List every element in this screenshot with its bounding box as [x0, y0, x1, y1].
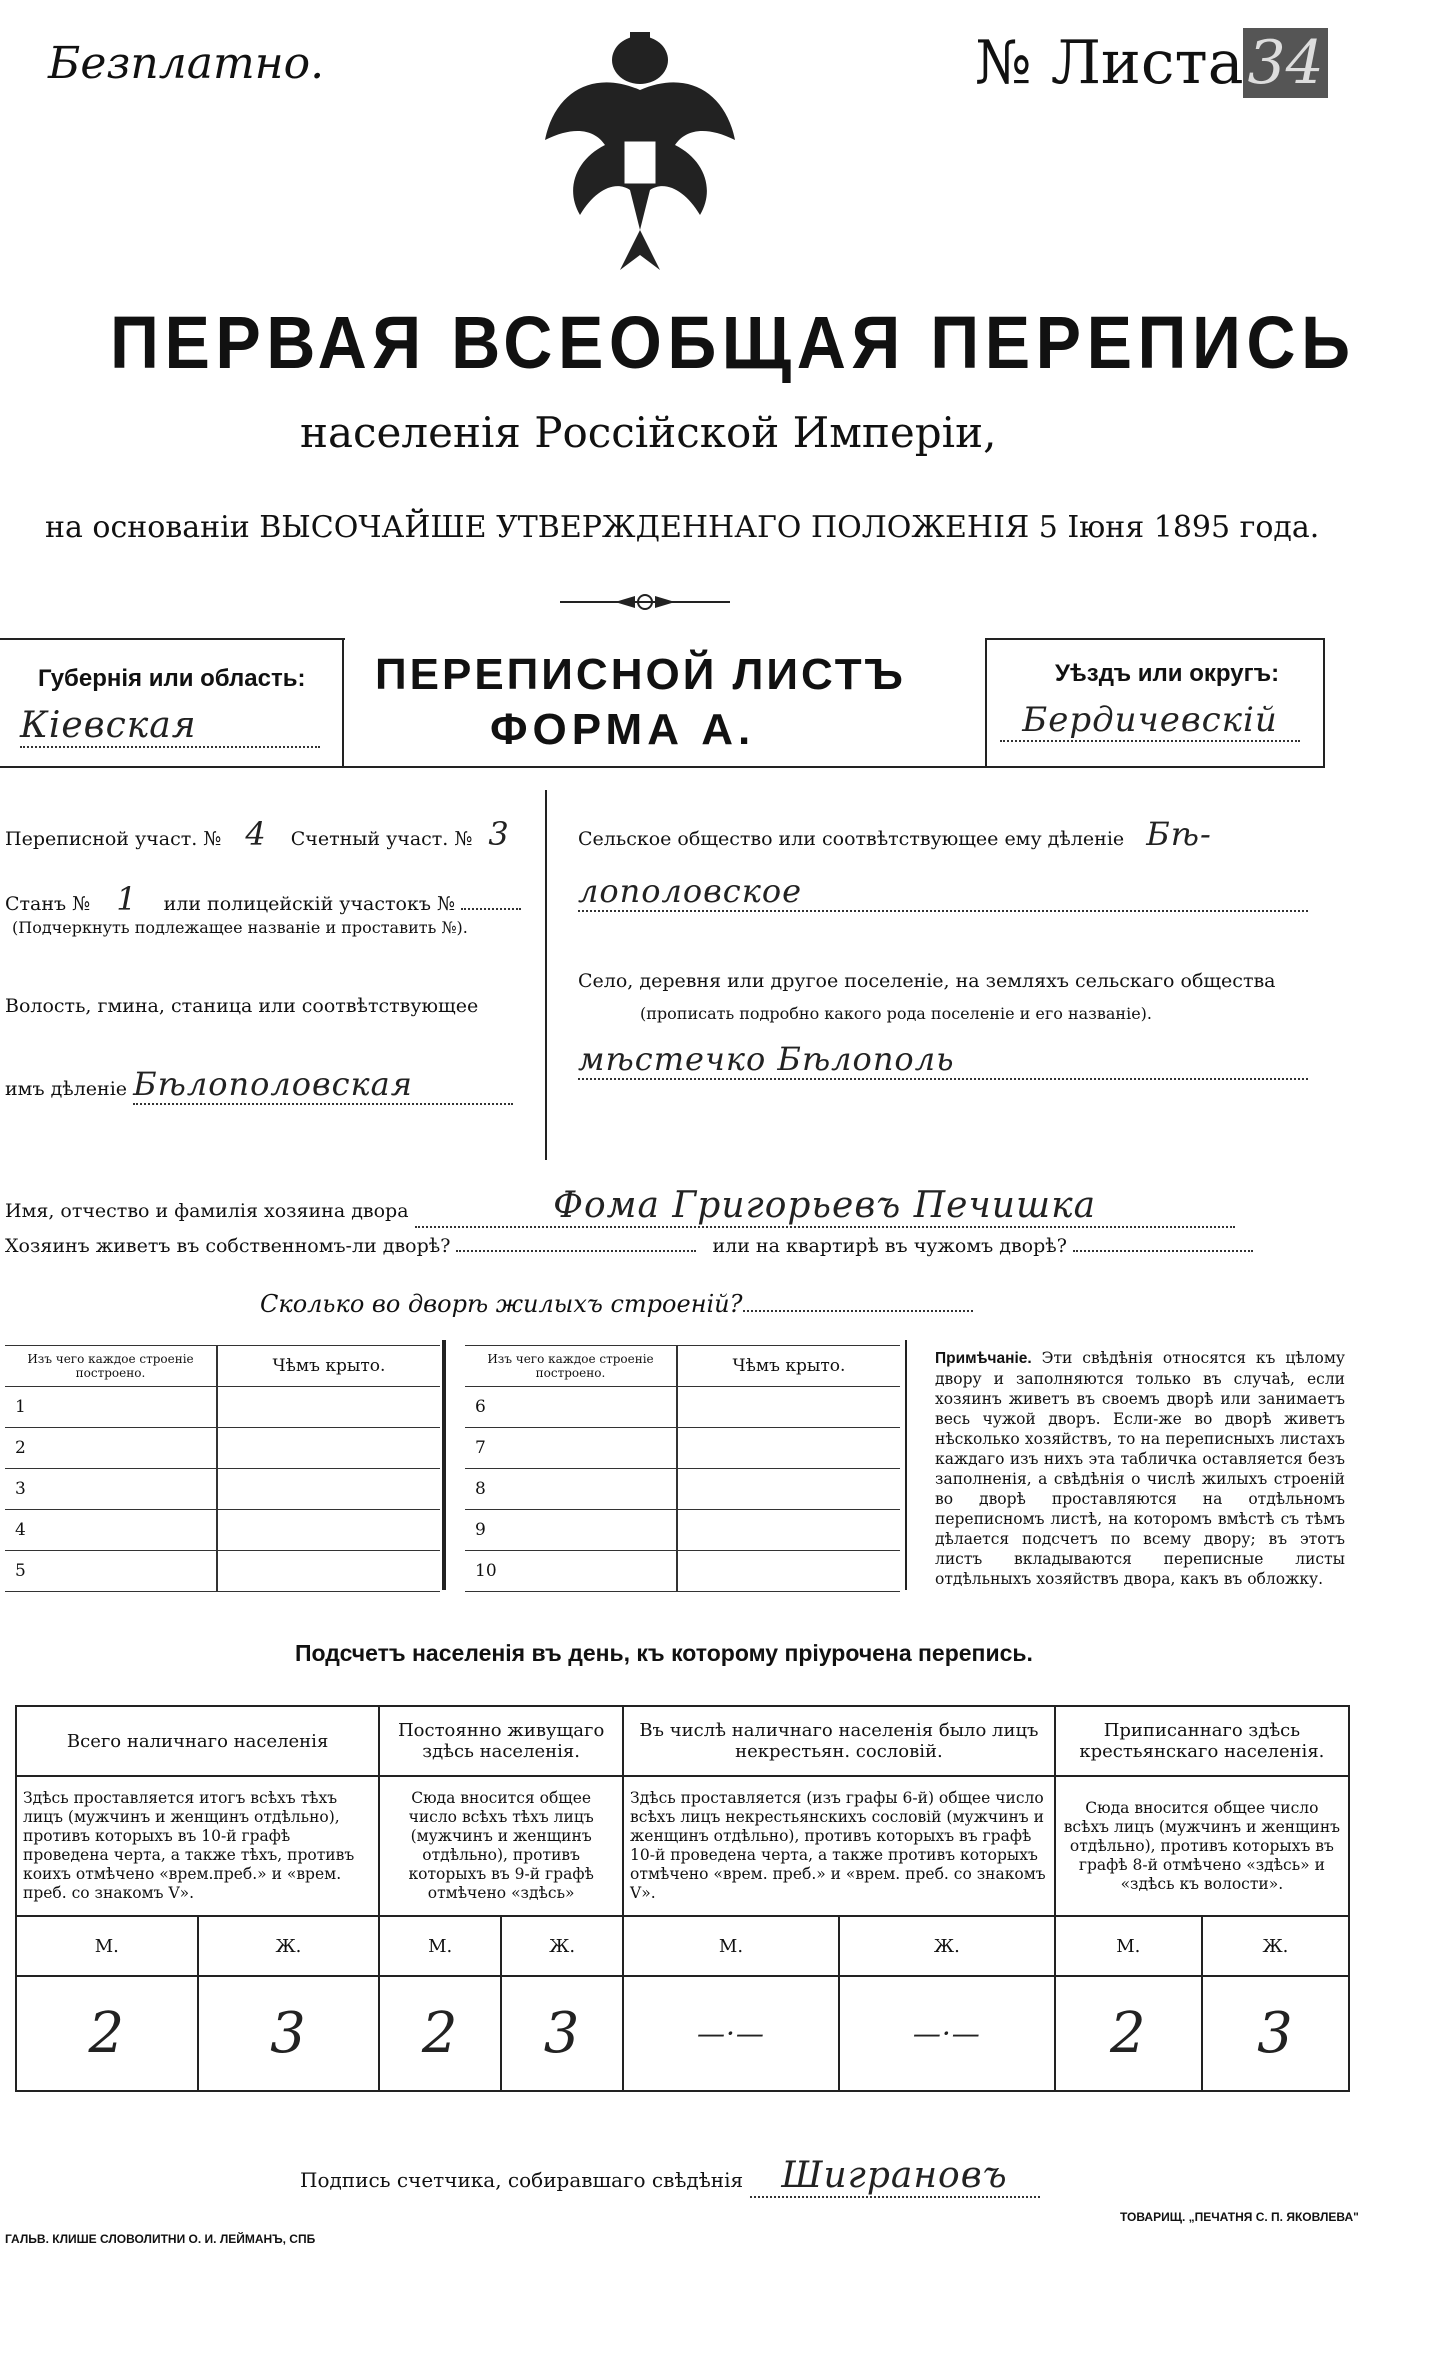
form-title: ПЕРЕПИСНОЙ ЛИСТЪ — [375, 650, 906, 699]
buildings-row-label: 9 — [465, 1510, 677, 1551]
female-count: 3 — [198, 1976, 380, 2091]
owner-name-value: Фома Григорьевъ Печишка — [415, 1185, 1235, 1228]
male-header: М. — [623, 1916, 839, 1976]
buildings-col1-header: Изъ чего каждое строеніе построено. — [5, 1346, 217, 1387]
population-col-title: Всего наличнаго населенія — [16, 1706, 379, 1776]
female-count: 3 — [1202, 1976, 1349, 2091]
buildings-question: Сколько во дворѣ жилыхъ строеній? — [260, 1290, 973, 1318]
district-label: Уѣздъ или округъ: — [1055, 660, 1280, 687]
buildings-row-label: 8 — [465, 1469, 677, 1510]
buildings-note-title: Примѣчаніе. — [935, 1350, 1032, 1367]
male-count: 2 — [1055, 1976, 1202, 2091]
owner-lives-line — [5, 1235, 1253, 1257]
population-col-title: Приписаннаго здѣсь крестьянскаго населенія. — [1055, 1706, 1349, 1776]
female-header: Ж. — [1202, 1916, 1349, 1976]
signature-value: Шиграновъ — [750, 2155, 1040, 2198]
printer-left: ГАЛЬВ. КЛИШЕ СЛОВОЛИТНИ О. И. ЛЕЙМАНЪ, СПБ — [5, 2232, 316, 2246]
buildings-note-text: Эти свѣдѣнія относятся къ цѣлому двору и заполняются только въ случаѣ, если хозяинъ живетъ въ своемъ дворѣ или занимаетъ весь чужой дворъ. Если-же во дворѣ живетъ нѣсколько хозяйствъ, то на переписныхъ листахъ каждаго изъ нихъ эта табличка оставляется безъ заполненія, а свѣдѣнія о числѣ жилыхъ строеній во дворѣ проставляются на отдѣльномъ переписномъ листѣ, на которомъ вмѣстѣ съ тѣмъ дѣлается подсчетъ по всему двору; въ этотъ листъ вкладываются переписные листы отдѣльныхъ хозяйствъ двора, какъ въ обложку. — [935, 1349, 1345, 1588]
buildings-row-label: 2 — [5, 1428, 217, 1469]
village-value: мѣстечко Бѣлополь — [578, 1040, 1308, 1080]
volost-value: Бѣлополовская — [133, 1065, 513, 1105]
population-col-desc: Здѣсь проставляется (изъ графы 6-й) общее число всѣхъ лицъ некрестьянскихъ сословій (мужчинъ и женщинъ отдѣльно), противъ которыхъ въ графѣ 10-й проведена черта, а также противъ которыхъ отмѣчено «врем. преб.» и «врем. преб. со знакомъ V». — [623, 1776, 1055, 1916]
female-count: —·— — [839, 1976, 1055, 2091]
camp-label: Станъ № — [5, 893, 91, 915]
male-count: 2 — [16, 1976, 198, 2091]
male-header: М. — [379, 1916, 501, 1976]
buildings-row-label: 10 — [465, 1551, 677, 1592]
signature-label: Подпись счетчика, собиравшаго свѣдѣнія — [300, 2168, 744, 2192]
free-label: Безплатно. — [48, 38, 325, 89]
census-section-value: 4 — [245, 815, 267, 853]
population-col-title: Въ числѣ наличнаго населенія было лицъ некрестьян. сословій. — [623, 1706, 1055, 1776]
society-line — [578, 815, 1212, 853]
police-label: или полицейскій участокъ № — [163, 893, 455, 915]
camp-value: 1 — [116, 880, 138, 918]
population-col-title: Постоянно живущаго здѣсь населенія. — [379, 1706, 623, 1776]
basis-line: на основаніи ВЫСОЧАЙШЕ УТВЕРЖДЕННАГО ПОЛОЖЕНІЯ 5 Іюня 1895 года. — [45, 510, 1320, 545]
female-header: Ж. — [198, 1916, 380, 1976]
sheet-number-label: № Листа — [975, 28, 1244, 98]
printer-right: ТОВАРИЩ. „ПЕЧАТНЯ С. П. ЯКОВЛЕВА" — [1120, 2210, 1359, 2224]
society-value-1: Бѣ- — [1146, 815, 1212, 853]
buildings-row-label: 5 — [5, 1551, 217, 1592]
buildings-col2-header: Чѣмъ крыто. — [677, 1346, 900, 1387]
male-count: 2 — [379, 1976, 501, 2091]
camp-line — [5, 880, 521, 918]
population-col-desc: Здѣсь проставляется итогъ всѣхъ тѣхъ лицъ (мужчинъ и женщинъ отдѣльно), противъ которыхъ въ 10-й графѣ проведена черта, а также тѣхъ, противъ коихъ отмѣчено «врем.преб.» и «врем. преб. со знакомъ V». — [16, 1776, 379, 1916]
district-value: Бердичевскій — [1000, 700, 1300, 742]
owner-name-line — [5, 1185, 1235, 1228]
male-count: —·— — [623, 1976, 839, 2091]
page-title: ПЕРВАЯ ВСЕОБЩАЯ ПЕРЕПИСЬ — [110, 301, 1356, 384]
buildings-row-label: 1 — [5, 1387, 217, 1428]
volost-label: Волость, гмина, станица или соотвѣтствующее — [5, 995, 479, 1017]
count-section-value: 3 — [488, 815, 510, 853]
sheet-number-value: 34 — [1243, 28, 1327, 98]
society-label: Сельское общество или соотвѣтствующее ему дѣленіе — [578, 828, 1125, 850]
buildings-table-left — [5, 1345, 440, 1592]
female-header: Ж. — [501, 1916, 623, 1976]
female-header: Ж. — [839, 1916, 1055, 1976]
buildings-col1-header: Изъ чего каждое строеніе построено. — [465, 1346, 677, 1387]
population-col-desc: Сюда вносится общее число всѣхъ лицъ (мужчинъ и женщинъ отдѣльно), противъ которыхъ въ графѣ 8-й отмѣчено «здѣсь» и «здѣсь къ волости». — [1055, 1776, 1349, 1916]
volost-line — [5, 1065, 513, 1105]
sheet-number — [975, 28, 1328, 98]
signature-line — [300, 2155, 1040, 2198]
form-subtitle: ФОРМА А. — [490, 705, 756, 754]
double-headed-eagle-emblem — [535, 30, 745, 280]
volost-label-2: имъ дѣленіе — [5, 1078, 128, 1100]
buildings-row-label: 6 — [465, 1387, 677, 1428]
buildings-note — [935, 1348, 1345, 1589]
population-col-desc: Сюда вносится общее число всѣхъ тѣхъ лицъ (мужчинъ и женщинъ отдѣльно), противъ которыхъ въ 9-й графѣ отмѣчено «здѣсь» — [379, 1776, 623, 1916]
male-header: М. — [16, 1916, 198, 1976]
population-table — [15, 1705, 1350, 2092]
count-section-label: Счетный участ. № — [290, 828, 473, 850]
province-value: Кіевская — [20, 705, 320, 748]
census-section-label: Переписной участ. № — [5, 828, 222, 850]
census-section — [5, 815, 520, 853]
buildings-row-label: 7 — [465, 1428, 677, 1469]
female-count: 3 — [501, 1976, 623, 2091]
owner-apartment-label: или на квартирѣ въ чужомъ дворѣ? — [712, 1235, 1067, 1257]
owner-lives-label: Хозяинъ живетъ въ собственномъ-ли дворѣ? — [5, 1235, 451, 1257]
underline-note: (Подчеркнуть подлежащее названіе и проставить №). — [12, 918, 468, 937]
society-value-2: лополовское — [578, 872, 1308, 912]
ornament-divider — [560, 592, 730, 612]
village-label: Село, деревня или другое поселеніе, на земляхъ сельскаго общества — [578, 970, 1276, 992]
buildings-table-right — [465, 1345, 900, 1592]
buildings-col2-header: Чѣмъ крыто. — [217, 1346, 440, 1387]
population-heading: Подсчетъ населенія въ день, къ которому пріурочена перепись. — [295, 1640, 1033, 1666]
province-label: Губернія или область: — [38, 665, 306, 692]
page-subtitle: населенія Россійской Имперіи, — [300, 408, 997, 457]
buildings-row-label: 3 — [5, 1469, 217, 1510]
male-header: М. — [1055, 1916, 1202, 1976]
owner-name-label: Имя, отчество и фамилія хозяина двора — [5, 1200, 409, 1222]
village-note: (прописать подробно какого рода поселеніе и его названіе). — [640, 1004, 1152, 1023]
buildings-row-label: 4 — [5, 1510, 217, 1551]
